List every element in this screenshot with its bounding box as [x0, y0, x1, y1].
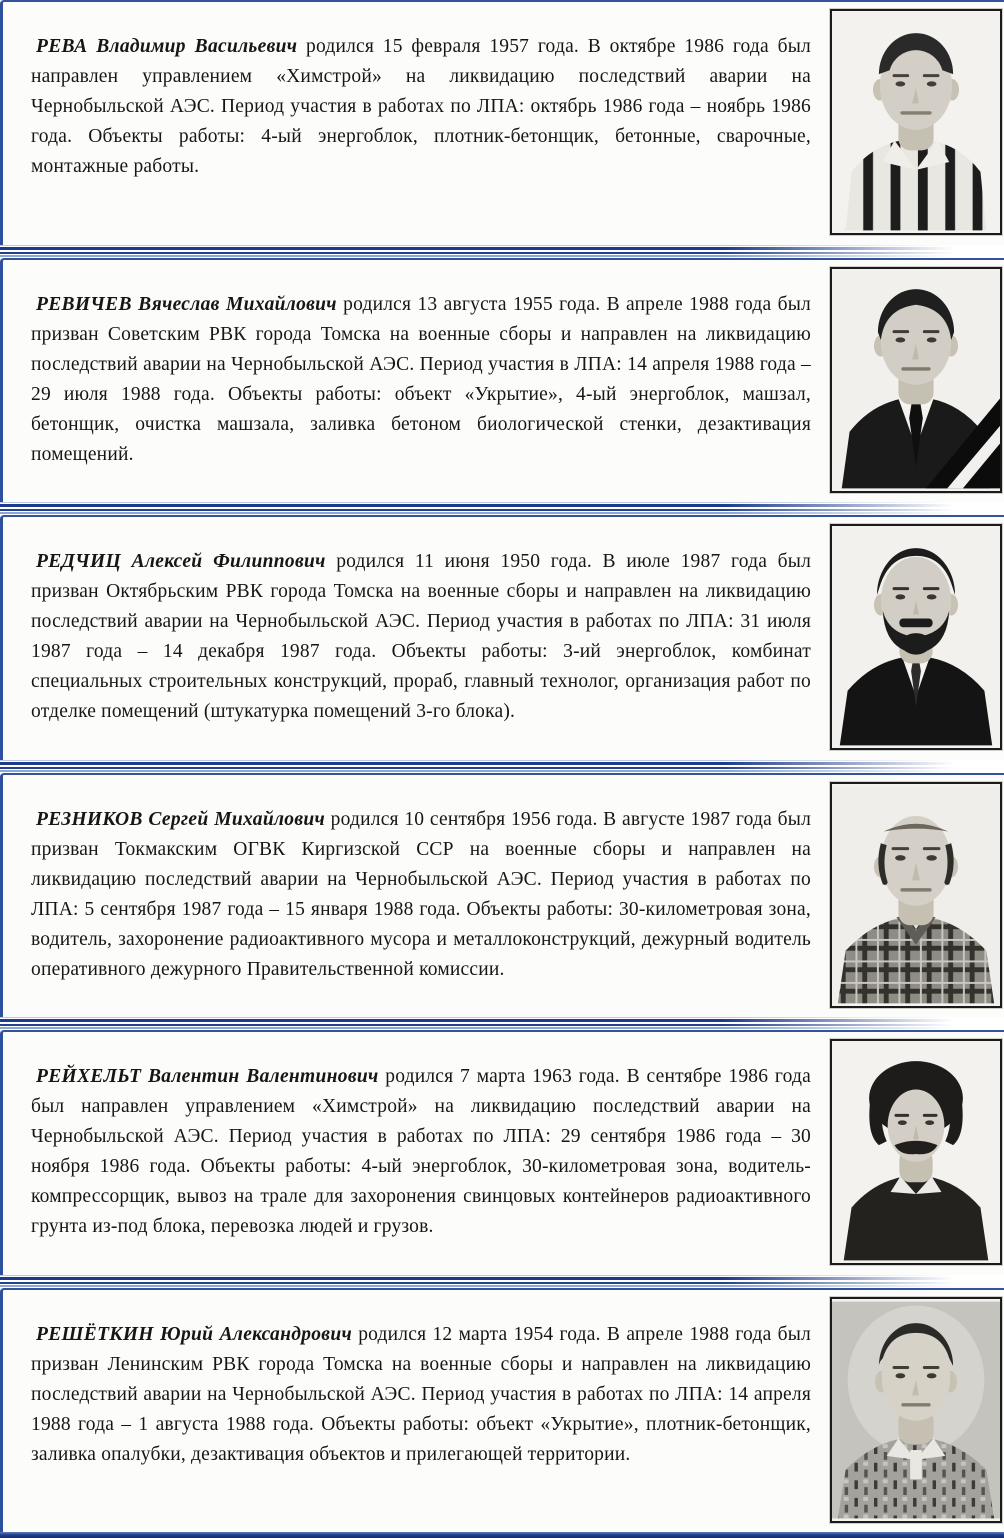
section-divider	[0, 245, 1004, 258]
page-bottom-rule	[0, 1532, 1004, 1538]
portrait-photo	[830, 1039, 1002, 1265]
portrait-photo	[830, 782, 1002, 1008]
bio-paragraph	[31, 290, 811, 470]
person-name: РЕВИЧЕВ Вячеслав Михайлович	[36, 293, 337, 315]
liquidator-entry-reikhelt	[0, 1030, 1004, 1275]
bio-text: родился 7 марта 1963 года. В сентябре 1986 года был направлен управлением «Химстрой» на ликвидацию последствий аварии на Чернобыльской АЭС. Период участия в работах по ЛПА: 29 сентября 1986 года – 30 ноября 1986 года. Объекты работы: 4-ый энергоблок, 30-километровая зона, водитель-компрессорщик, вывоз на трале для захоронения свинцовых контейнеров радиоактивного грунта из-под блока, перевозка людей и грузов.	[31, 1066, 811, 1237]
portrait-photo-with-mourning-ribbon	[830, 267, 1002, 493]
person-name: РЕВА Владимир Васильевич	[36, 36, 298, 57]
bio-paragraph	[31, 547, 811, 727]
portrait-man-patterned-sweater	[832, 1299, 1000, 1521]
portrait-man-bushy-hair-mustache	[832, 1041, 1000, 1263]
entry-text-column	[3, 260, 821, 503]
liquidator-entry-reva	[0, 0, 1004, 245]
section-divider	[0, 760, 1004, 773]
entry-text-column	[3, 775, 821, 1018]
liquidator-entry-reznikov	[0, 773, 1004, 1018]
section-divider	[0, 1017, 1004, 1030]
bio-paragraph	[31, 805, 811, 985]
liquidator-entry-revichev	[0, 258, 1004, 503]
portrait-photo	[830, 524, 1002, 750]
entry-text-column	[3, 1290, 821, 1533]
person-name: РЕДЧИЦ Алексей Филиппович	[36, 551, 326, 572]
portrait-photo	[830, 9, 1002, 235]
entry-text-column	[3, 1032, 821, 1275]
liquidator-entry-reshetkin	[0, 1288, 1004, 1533]
bio-text: родился 10 сентября 1956 года. В августе 1987 года был призван Токмакским ОГВК Киргизской ССР на военные сборы и направлен на ликвидацию последствий аварии на Чернобыльской АЭС. Период участия в работах по ЛПА: 5 сентября 1987 года – 15 января 1988 года. Объекты работы: 30-километровая зона, водитель, захоронение радиоактивного мусора и металлоконструкций, дежурный водитель оперативного дежурного Правительственной комиссии.	[31, 808, 811, 980]
entry-text-column	[3, 517, 821, 760]
person-name: РЕЙХЕЛЬТ Валентин Валентинович	[36, 1066, 379, 1087]
bio-paragraph	[31, 32, 811, 182]
bio-text: родился 15 февраля 1957 года. В октябре 1986 года был направлен управлением «Химстрой» на ликвидацию последствий аварии на Чернобыльской АЭС. Период участия в работах по ЛПА: октябрь 1986 года – ноябрь 1986 года. Объекты работы: 4-ый энергоблок, плотник-бетонщик, бетонные, сварочные, монтажные работы.	[31, 36, 811, 177]
portrait-man-plaid-shirt	[832, 784, 1000, 1006]
person-name: РЕЗНИКОВ Сергей Михайлович	[36, 808, 326, 830]
section-divider	[0, 1275, 1004, 1288]
portrait-man-beard-suit	[832, 526, 1000, 748]
bio-paragraph	[31, 1062, 811, 1242]
entry-text-column	[3, 2, 821, 245]
bio-text: родился 12 марта 1954 года. В апреле 1988 года был призван Ленинским РВК города Томска на военные сборы и направлен на ликвидацию последствий аварии на Чернобыльской АЭС. Период участия в работах по ЛПА: 14 апреля 1988 года – 1 августа 1988 года. Объекты работы: объект «Укрытие», плотник-бетонщик, заливка опалубки, дезактивация объектов и прилегающей территории.	[31, 1323, 811, 1465]
portrait-man-striped-shirt	[832, 11, 1000, 233]
section-divider	[0, 502, 1004, 515]
bio-text: родился 11 июня 1950 года. В июле 1987 года был призван Октябрьским РВК города Томска на военные сборы и направлен на ликвидацию последствий аварии на Чернобыльской АЭС. Период участия в работах по ЛПА: 31 июля 1987 года – 14 декабря 1987 года. Объекты работы: 3-ий энергоблок, комбинат специальных строительных конструкций, прораб, главный технолог, организация работ по отделке помещений (штукатурка помещений 3-го блока).	[31, 551, 811, 722]
bio-paragraph	[31, 1320, 811, 1470]
portrait-photo	[830, 1297, 1002, 1523]
liquidator-entry-redchits	[0, 515, 1004, 760]
bio-text: родился 13 августа 1955 года. В апреле 1988 года был призван Советским РВК города Томска на военные сборы и направлен на ликвидацию последствий аварии на Чернобыльской АЭС. Период участия в ЛПА: 14 апреля 1988 года – 29 июля 1988 года. Объекты работы: объект «Укрытие», 4-ый энергоблок, машзал, бетонщик, очистка машзала, заливка бетоном биологической стенки, дезактивация помещений.	[31, 293, 811, 465]
person-name: РЕШЁТКИН Юрий Александрович	[36, 1323, 352, 1345]
portrait-man-suit-tie	[832, 269, 1000, 491]
